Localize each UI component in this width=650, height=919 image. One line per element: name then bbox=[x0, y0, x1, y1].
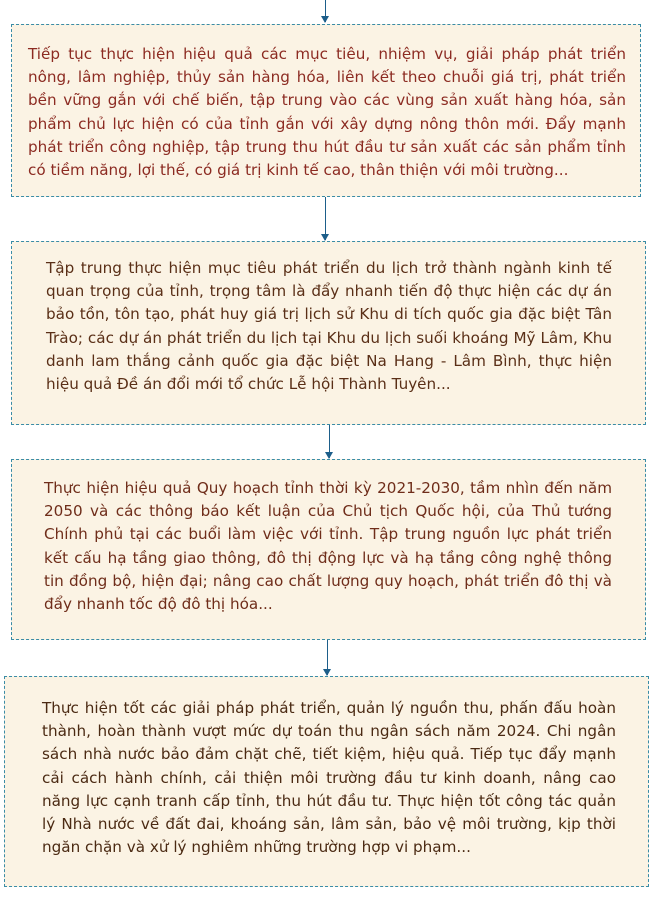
connector-arrow-1 bbox=[325, 197, 326, 240]
step-text-3: Thực hiện hiệu quả Quy hoạch tỉnh thời kỳ 2021-2030, tầm nhìn đến năm 2050 và các thông báo kết luận của Chủ tịch Quốc hội, của Thủ tướng Chính phủ tại các buổi làm việc với tỉnh. Tập trung nguồn lực phát triển kết cấu hạ tầng giao thông, đô thị động lực và hạ tầng công nghệ thông tin đồng bộ, hiện đại; nâng cao chất lượng quy hoạch, phát triển đô thị và đẩy nhanh tốc độ đô thị hóa... bbox=[44, 479, 612, 614]
step-text-2: Tập trung thực hiện mục tiêu phát triển du lịch trở thành ngành kinh tế quan trọng của tỉnh, trọng tâm là đẩy nhanh tiến độ thực hiện các dự án bảo tồn, tôn tạo, phát huy giá trị lịch sử Khu di tích quốc gia đặc biệt Tân Trào; các dự án phát triển du lịch tại Khu du lịch suối khoáng Mỹ Lâm, Khu danh lam thắng cảnh quốc gia đặc biệt Na Hang - Lâm Bình, thực hiện hiệu quả Đề án đổi mới tổ chức Lễ hội Thành Tuyên... bbox=[46, 259, 612, 394]
connector-arrow-3 bbox=[327, 640, 328, 675]
step-text-4: Thực hiện tốt các giải pháp phát triển, quản lý nguồn thu, phấn đấu hoàn thành, hoàn thành vượt mức dự toán thu ngân sách năm 2024. Chi ngân sách nhà nước bảo đảm chặt chẽ, tiết kiệm, hiệu quả. Tiếp tục đẩy mạnh cải cách hành chính, cải thiện môi trường đầu tư kinh doanh, nâng cao năng lực cạnh tranh cấp tỉnh, thu hút đầu tư. Thực hiện tốt công tác quản lý Nhà nước về đất đai, khoáng sản, lâm sản, bảo vệ môi trường, kịp thời ngăn chặn và xử lý nghiêm những trường hợp vi phạm... bbox=[42, 699, 616, 857]
connector-arrow-top bbox=[325, 0, 326, 22]
step-box-1 bbox=[11, 24, 641, 197]
step-box-3 bbox=[11, 459, 646, 640]
step-text-1: Tiếp tục thực hiện hiệu quả các mục tiêu, nhiệm vụ, giải pháp phát triển nông, lâm nghiệp, thủy sản hàng hóa, liên kết theo chuỗi giá trị, phát triển bền vững gắn với chế biến, tập trung vào các vùng sản xuất hàng hóa, sản phẩm chủ lực hiện có của tỉnh gắn với xây dựng nông thôn mới. Đẩy mạnh phát triển công nghiệp, tập trung thu hút đầu tư sản xuất các sản phẩm tỉnh có tiềm năng, lợi thế, có giá trị kinh tế cao, thân thiện với môi trường... bbox=[28, 45, 626, 180]
step-box-4 bbox=[4, 676, 649, 887]
connector-arrow-2 bbox=[329, 425, 330, 458]
step-box-2 bbox=[11, 241, 646, 425]
